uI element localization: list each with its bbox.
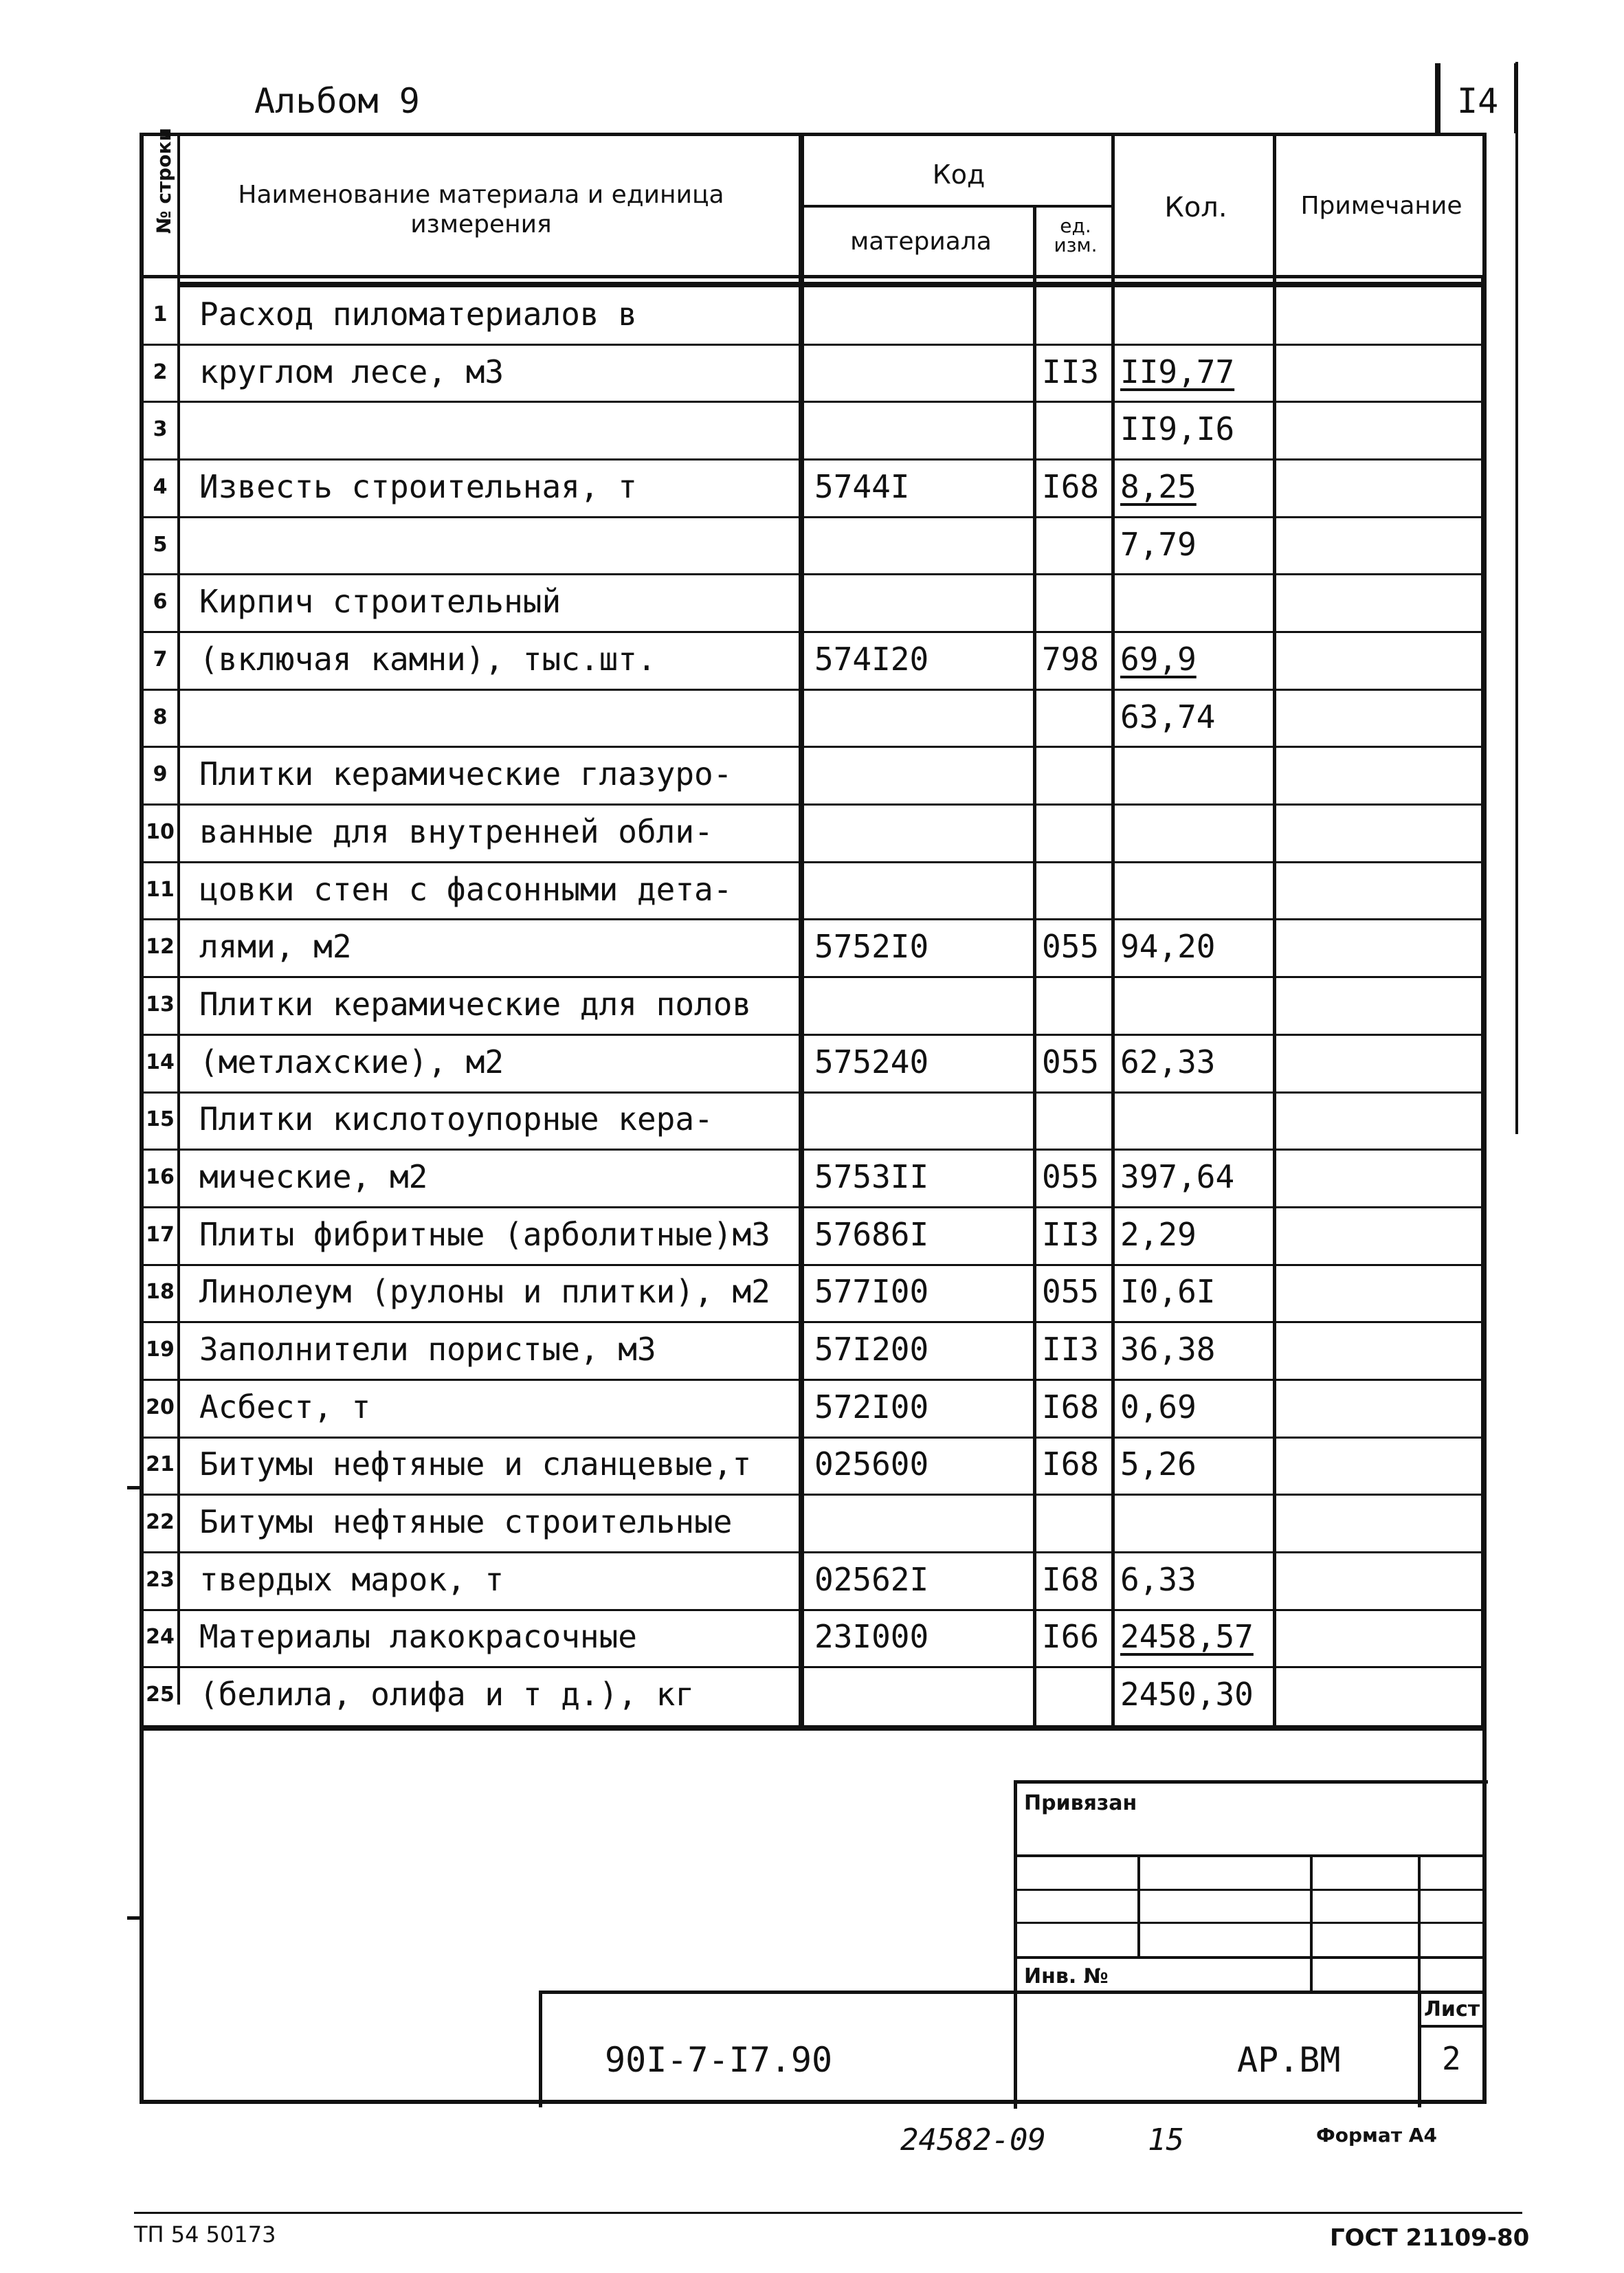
gost-label: ГОСТ 21109-80 — [1330, 2224, 1530, 2252]
material-name: Известь строительная, т — [199, 467, 637, 505]
quantity: 36,38 — [1120, 1331, 1216, 1368]
row-number: 9 — [153, 762, 168, 787]
format-label: Формат А4 — [1316, 2124, 1437, 2147]
material-name: (метлахские), м2 — [199, 1043, 504, 1080]
quantity: 94,20 — [1120, 928, 1216, 966]
row-number: 12 — [146, 935, 175, 960]
unit-code: 055 — [1042, 928, 1100, 966]
tb-hline — [1014, 1889, 1487, 1891]
row-separator — [140, 746, 1487, 748]
row-number: 3 — [153, 417, 168, 442]
row-separator — [140, 1609, 1487, 1611]
material-name: Кирпич строительный — [199, 583, 561, 621]
row-number: 24 — [146, 1625, 175, 1650]
margin-tick — [127, 1916, 142, 1920]
album-label: Альбом 9 — [254, 81, 420, 121]
quantity: I0,6I — [1120, 1273, 1216, 1311]
row-number: 13 — [146, 993, 175, 1017]
quantity: 2450,30 — [1120, 1676, 1254, 1714]
quantity: 69,9 — [1120, 640, 1197, 678]
material-name: Битумы нефтяные и сланцевые,т — [199, 1445, 752, 1483]
grid-hline — [799, 205, 1115, 208]
material-code: 575240 — [814, 1043, 929, 1080]
inv-label: Инв. № — [1024, 1964, 1109, 1988]
doc-mark: АР.ВМ — [1237, 2040, 1341, 2080]
row-number: 23 — [146, 1567, 175, 1592]
material-name: Битумы нефтяные строительные — [199, 1503, 733, 1541]
material-name: Расход пиломатериалов в — [199, 295, 637, 333]
quantity: 0,69 — [1120, 1388, 1197, 1426]
row-number: 6 — [153, 590, 168, 614]
row-number: 4 — [153, 474, 168, 499]
quantity: 8,25 — [1120, 467, 1197, 505]
col-header-note: Примечание — [1300, 192, 1462, 220]
row-separator — [140, 1034, 1487, 1036]
tb-vline — [539, 1991, 542, 2107]
material-code: 572I00 — [814, 1388, 929, 1426]
unit-code: I66 — [1042, 1618, 1100, 1656]
row-separator — [140, 1379, 1487, 1381]
handwritten-page: 15 — [1148, 2122, 1184, 2158]
tb-vline — [1310, 1854, 1313, 1992]
row-separator — [140, 1206, 1487, 1208]
tb-hline — [1014, 1922, 1487, 1924]
material-code: 57686I — [814, 1215, 929, 1253]
row-number: 18 — [146, 1280, 175, 1305]
tb-hline — [540, 1991, 1487, 1994]
material-name: лями, м2 — [199, 928, 352, 966]
row-number: 20 — [146, 1395, 175, 1419]
row-number: 11 — [146, 877, 175, 902]
material-name: (включая камни), тыс.шт. — [199, 640, 656, 678]
unit-code: 798 — [1042, 640, 1100, 678]
tb-hline — [1014, 1854, 1487, 1857]
quantity: 397,64 — [1120, 1158, 1235, 1196]
bound-label: Привязан — [1024, 1791, 1137, 1815]
quantity: II9,77 — [1120, 353, 1235, 390]
material-name: (белила, олифа и т д.), кг — [199, 1676, 695, 1714]
material-name: твердых марок, т — [199, 1560, 504, 1598]
row-number: 5 — [153, 532, 168, 557]
row-separator — [140, 1091, 1487, 1094]
col-header-name: Наименование материала и единица измерения — [238, 181, 724, 239]
tb-hline — [1418, 2025, 1487, 2028]
sheet-number: I4 — [1457, 81, 1499, 121]
unit-code: I68 — [1042, 467, 1100, 505]
material-code: 5753II — [814, 1158, 929, 1196]
material-name: Плитки керамические для полов — [199, 986, 752, 1023]
material-name: Плитки керамические глазуро- — [199, 755, 733, 793]
material-code: 5752I0 — [814, 928, 929, 966]
material-name: Плиты фибритные (арболитные)м3 — [199, 1215, 770, 1253]
tb-hline — [1014, 1956, 1487, 1959]
row-number: 2 — [153, 359, 168, 384]
row-separator — [140, 803, 1487, 806]
material-name: Асбест, т — [199, 1388, 371, 1426]
row-separator — [140, 976, 1487, 978]
unit-code: I68 — [1042, 1388, 1100, 1426]
unit-code: I68 — [1042, 1445, 1100, 1483]
row-number: 21 — [146, 1452, 175, 1477]
unit-code: 055 — [1042, 1043, 1100, 1080]
material-code: 574I20 — [814, 640, 929, 678]
tb-vline — [1137, 1854, 1140, 1958]
material-name: Материалы лакокрасочные — [199, 1618, 637, 1656]
col-header-code-material: материала — [850, 228, 992, 256]
quantity: 63,74 — [1120, 698, 1216, 735]
material-code: 57I200 — [814, 1331, 929, 1368]
row-number: 16 — [146, 1165, 175, 1190]
quantity: 7,79 — [1120, 525, 1197, 563]
grid-hline — [180, 282, 1486, 287]
grid-vline — [799, 136, 804, 1731]
unit-code: II3 — [1042, 1215, 1100, 1253]
unit-code: II3 — [1042, 1331, 1100, 1368]
quantity: II9,I6 — [1120, 410, 1235, 448]
row-separator — [140, 861, 1487, 863]
row-separator — [140, 1264, 1487, 1266]
material-code: 025600 — [814, 1445, 929, 1483]
row-number: 8 — [153, 705, 168, 729]
grid-vline — [1033, 206, 1036, 1731]
material-name: Плитки кислотоупорные кера- — [199, 1100, 713, 1138]
sheet-label: Лист — [1424, 1997, 1480, 2021]
row-separator — [140, 1149, 1487, 1151]
row-separator — [140, 918, 1487, 920]
material-code: 23I000 — [814, 1618, 929, 1656]
row-number: 15 — [146, 1107, 175, 1132]
row-separator — [140, 573, 1487, 575]
tb-vline — [1418, 1991, 1421, 2107]
margin-rule — [1515, 62, 1518, 1134]
material-code: 02562I — [814, 1560, 929, 1598]
row-separator — [140, 1321, 1487, 1323]
row-separator — [140, 401, 1487, 403]
quantity: 62,33 — [1120, 1043, 1216, 1080]
unit-code: 055 — [1042, 1158, 1100, 1196]
row-number: 25 — [146, 1683, 175, 1707]
row-separator — [140, 1494, 1487, 1496]
material-name: Заполнители пористые, м3 — [199, 1331, 656, 1368]
footer-rule — [134, 2212, 1522, 2214]
row-number: 19 — [146, 1338, 175, 1362]
col-header-qty: Кол. — [1164, 192, 1227, 223]
row-number: 10 — [146, 819, 175, 844]
grid-hline — [140, 1725, 1487, 1731]
unit-code: 055 — [1042, 1273, 1100, 1311]
row-separator — [140, 1551, 1487, 1553]
row-separator — [140, 631, 1487, 633]
material-name: цовки стен с фасонными дета- — [199, 870, 733, 908]
quantity: 2,29 — [1120, 1215, 1197, 1253]
col-header-row-no: № строки — [153, 127, 175, 234]
quantity: 6,33 — [1120, 1560, 1197, 1598]
left-code: ТП 54 50173 — [134, 2221, 276, 2248]
sheet-value: 2 — [1442, 2040, 1461, 2077]
grid-vline — [1111, 136, 1115, 1731]
material-name: мические, м2 — [199, 1158, 428, 1196]
col-header-code-unit: ед. изм. — [1054, 214, 1098, 256]
unit-code: I68 — [1042, 1560, 1100, 1598]
row-separator — [140, 458, 1487, 461]
row-separator — [140, 1437, 1487, 1439]
row-separator — [140, 1666, 1487, 1668]
row-number: 17 — [146, 1222, 175, 1247]
grid-hline — [140, 275, 1487, 278]
handwritten-number: 24582-09 — [900, 2122, 1046, 2158]
unit-code: II3 — [1042, 353, 1100, 390]
material-name: круглом лесе, м3 — [199, 353, 504, 390]
row-number: 14 — [146, 1050, 175, 1074]
row-separator — [140, 516, 1487, 518]
grid-vline — [1273, 136, 1276, 1731]
row-number: 7 — [153, 647, 168, 672]
row-number: 1 — [153, 302, 168, 326]
doc-code: 90I-7-I7.90 — [605, 2040, 833, 2080]
col-header-code: Код — [932, 159, 986, 190]
material-code: 5744I — [814, 467, 910, 505]
row-separator — [140, 344, 1487, 346]
margin-tick — [127, 1486, 142, 1489]
tb-vline — [1418, 1854, 1421, 1992]
quantity: 2458,57 — [1120, 1618, 1254, 1656]
material-code: 577I00 — [814, 1273, 929, 1311]
grid-vline — [1481, 275, 1487, 1731]
material-name: Линолеум (рулоны и плитки), м2 — [199, 1273, 770, 1311]
row-number: 22 — [146, 1510, 175, 1535]
quantity: 5,26 — [1120, 1445, 1197, 1483]
row-separator — [140, 689, 1487, 691]
material-name: ванные для внутренней обли- — [199, 812, 713, 850]
